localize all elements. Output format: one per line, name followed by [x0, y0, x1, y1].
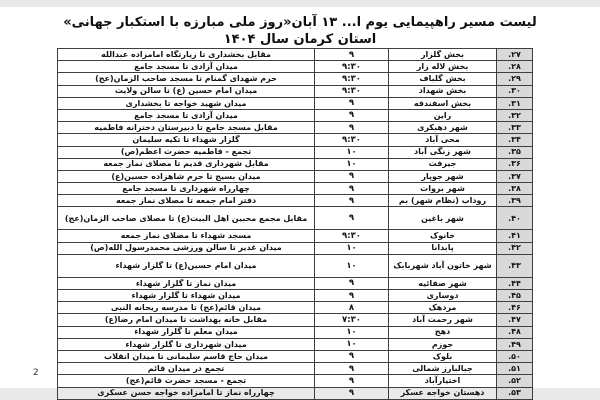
cell-time: ۹:۳۰: [314, 86, 388, 97]
cell-time: ۹: [314, 110, 388, 121]
table-row: [58, 242, 532, 254]
cell-num: ۴۸.: [496, 327, 532, 338]
table-row: [58, 313, 532, 325]
document-page: [0, 7, 600, 398]
cell-city: شهر رحمت آباد: [388, 314, 496, 325]
cell-route: میدان غدیر تا سالن ورزشی محمدرسول الله(ص): [90, 243, 282, 253]
cell-num: ۴۳.: [496, 255, 532, 277]
table-row: [58, 254, 532, 277]
cell-num: ۴۴.: [496, 278, 532, 289]
cell-num: ۳۹.: [496, 195, 532, 206]
cell-city: شهر جوپار: [388, 171, 496, 182]
cell-route: مقابل مسجد جامع تا دبیرستان دخترانه فاطمیه: [94, 122, 278, 132]
cell-route: مقابل بخشداری تا زیارتگاه امامزاده عبدالله: [100, 49, 272, 59]
cell-city: اختیارآباد: [388, 375, 496, 386]
table-row: [58, 121, 532, 133]
cell-time: ۱۰: [314, 339, 388, 350]
cell-city: بخش اسفندقه: [388, 98, 496, 109]
cell-city: بخش گلزار: [388, 49, 496, 60]
cell-city: شهر باغین: [388, 207, 496, 229]
cell-num: ۳۲.: [496, 110, 532, 121]
cell-city: شهر زنگی آباد: [388, 147, 496, 158]
cell-time: ۹: [314, 49, 388, 60]
cell-city: بخش لاله زار: [388, 61, 496, 72]
cell-time: ۱۰: [314, 327, 388, 338]
table-row: [58, 277, 532, 289]
cell-route: میدان شهداء تا گلزار شهداء: [131, 290, 241, 300]
cell-route: مقابل مجمع محبین اهل البیت(ع) تا مصلای صاحب الزمان(عج): [64, 213, 308, 223]
table-row: [58, 170, 532, 182]
cell-route: تجمع - فاطمیه حضرت اعظم(ص): [120, 147, 252, 157]
cell-route: میدان امام حسین(ع) تا گلزار شهداء: [115, 261, 257, 271]
table-row: [58, 206, 532, 229]
cell-city: بخش گلباف: [388, 73, 496, 84]
document-title: [0, 14, 600, 48]
cell-num: ۴۱.: [496, 230, 532, 241]
cell-time: ۹: [314, 98, 388, 109]
table-row: [58, 289, 532, 301]
cell-num: ۲۹.: [496, 73, 532, 84]
cell-num: ۵۱.: [496, 363, 532, 374]
table-row: [58, 109, 532, 121]
cell-city: راین: [388, 110, 496, 121]
cell-num: ۵۰.: [496, 351, 532, 362]
cell-route: میدان معلم تا گلزار شهداء: [134, 327, 238, 337]
table-row: [58, 182, 532, 194]
cell-route: چهارراه نماز تا امامزاده خواجه حسن عسکری: [97, 388, 275, 398]
table-row: [58, 49, 532, 60]
cell-time: ۱۰: [314, 147, 388, 158]
cell-time: ۱۰: [314, 243, 388, 254]
cell-time: ۹:۳۰: [314, 230, 388, 241]
cell-num: ۵۳.: [496, 388, 532, 399]
cell-num: ۳۵.: [496, 147, 532, 158]
cell-route: میدان امام حسین (ع) تا سالن ولایت: [114, 86, 258, 96]
cell-route: مقابل خانه بهداشت تا میدان امام رضا(ع): [104, 315, 268, 325]
cell-time: ۹: [314, 183, 388, 194]
table-row: [58, 158, 532, 170]
cell-num: ۴۲.: [496, 243, 532, 254]
cell-route: میدان شهرداری تا گلزار شهداء: [125, 339, 247, 349]
cell-num: ۳۰.: [496, 86, 532, 97]
cell-route: گلزار شهداء تا تکیه سلیمان: [132, 135, 240, 145]
cell-city: شهر خاتون آباد شهربابک: [388, 255, 496, 277]
cell-time: ۹: [314, 122, 388, 133]
cell-city: جبالبارز شمالی: [388, 363, 496, 374]
cell-num: ۴۵.: [496, 290, 532, 301]
table-row: [58, 338, 532, 350]
cell-num: ۲۷.: [496, 49, 532, 60]
cell-num: ۴۹.: [496, 339, 532, 350]
table-row: [58, 97, 532, 109]
cell-num: ۵۲.: [496, 375, 532, 386]
cell-time: ۹: [314, 278, 388, 289]
cell-route: تجمع در میدان قائم: [147, 363, 225, 373]
table-row: [58, 133, 532, 145]
cell-route: مقابل شهرداری قدیم تا مصلای نماز جمعه: [103, 159, 269, 169]
cell-route: میدان بسیج تا حرم شاهزاده حسین(ع): [111, 171, 261, 181]
cell-num: ۳۶.: [496, 159, 532, 170]
cell-time: ۹: [314, 388, 388, 399]
table-row: [58, 85, 532, 97]
cell-city: بلوک: [388, 351, 496, 362]
cell-route: میدان آزادی تا مسجد جامع: [134, 61, 238, 71]
cell-route: میدان حاج قاسم سلیمانی تا میدان انقلاب: [104, 351, 268, 361]
title-line-2: استان کرمان سال ۱۴۰۴: [223, 32, 377, 47]
cell-city: روداب (نظام شهر) بم: [388, 195, 496, 206]
cell-city: پابدانا: [388, 243, 496, 254]
cell-city: خانوک: [388, 230, 496, 241]
cell-time: ۹:۳۰: [314, 134, 388, 145]
cell-time: ۹: [314, 290, 388, 301]
cell-city: دوساری: [388, 290, 496, 301]
cell-num: ۴۷.: [496, 314, 532, 325]
table-row: [58, 301, 532, 313]
cell-route: مسجد شهداء تا مصلای نماز جمعه: [120, 231, 252, 241]
table-row: [58, 362, 532, 374]
cell-city: شهر دهبکری: [388, 122, 496, 133]
cell-city: جیرفت: [388, 159, 496, 170]
cell-time: ۱۰: [314, 255, 388, 277]
cell-time: ۹: [314, 351, 388, 362]
table-row: [58, 146, 532, 158]
table-row: [58, 60, 532, 72]
cell-num: ۴۶.: [496, 302, 532, 313]
cell-num: ۳۷.: [496, 171, 532, 182]
cell-time: ۹: [314, 363, 388, 374]
cell-city: دهستان خواجه عسکر: [388, 388, 496, 399]
cell-city: جوزم: [388, 339, 496, 350]
table-row: [58, 72, 532, 84]
cell-route: میدان آزادی تا مسجد جامع: [134, 110, 238, 120]
cell-city: مردهک: [388, 302, 496, 313]
table-row: [58, 326, 532, 338]
cell-route: دفتر امام جمعه تا مصلای نماز جمعه: [115, 196, 257, 206]
cell-time: ۹:۳۰: [314, 73, 388, 84]
cell-time: ۹: [314, 195, 388, 206]
cell-route: میدان شهید خواجه تا بخشداری: [125, 98, 247, 108]
cell-num: ۲۸.: [496, 61, 532, 72]
cell-num: ۳۱.: [496, 98, 532, 109]
table-row: [58, 350, 532, 362]
table-row: [58, 387, 532, 399]
cell-city: شهر صفائیه: [388, 278, 496, 289]
cell-time: ۷:۳۰: [314, 314, 388, 325]
cell-time: ۹: [314, 207, 388, 229]
cell-city: شهر بروات: [388, 183, 496, 194]
cell-num: ۳۸.: [496, 183, 532, 194]
cell-time: ۹: [314, 171, 388, 182]
table-row: [58, 194, 532, 206]
cell-city: محی آباد: [388, 134, 496, 145]
cell-time: ۸: [314, 302, 388, 313]
cell-time: ۱۰: [314, 159, 388, 170]
cell-city: بخش شهداد: [388, 86, 496, 97]
table-row: [58, 374, 532, 386]
cell-time: ۹:۳۰: [314, 61, 388, 72]
cell-route: میدان نماز تا گلزار شهداء: [135, 278, 237, 288]
cell-time: ۹: [314, 375, 388, 386]
cell-num: ۳۴.: [496, 134, 532, 145]
cell-route: میدان قائم(عج) تا مدرسه ریحانه النبی: [111, 302, 261, 312]
cell-route: حرم شهدای گمنام تا مسجد صاحب الزمان(عج): [95, 74, 277, 84]
cell-city: دهج: [388, 327, 496, 338]
table-row: [58, 229, 532, 241]
title-line-1: لیست مسیر راهپیمایی یوم ا... ۱۳ آبان«روز ملی مبارزه با استکبار جهانی»: [63, 15, 537, 30]
cell-route: تجمع - مسجد حضرت قائم(عج): [125, 376, 247, 386]
page-number: 2: [33, 368, 39, 378]
cell-route: چهارراه شهرداری تا مسجد جامع: [122, 183, 250, 193]
route-table: [57, 48, 533, 400]
cell-num: ۳۳.: [496, 122, 532, 133]
cell-num: ۴۰.: [496, 207, 532, 229]
